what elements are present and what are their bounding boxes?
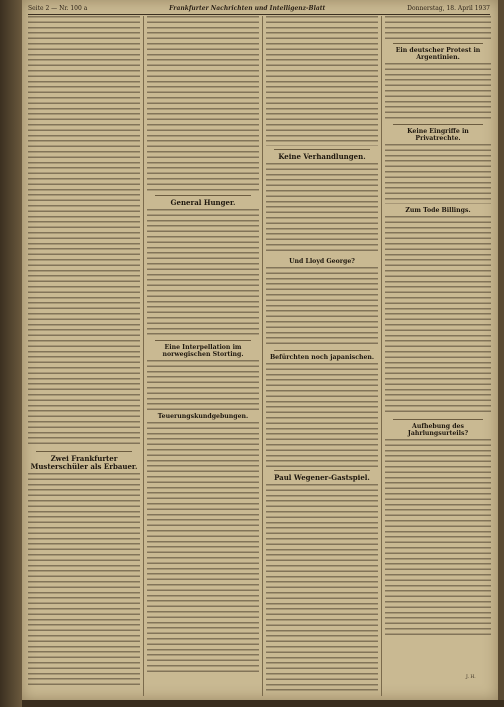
divider xyxy=(155,195,251,196)
article-headline: Befürchten noch japanischen. xyxy=(269,354,375,361)
binding-edge xyxy=(0,0,22,707)
article-text xyxy=(385,144,491,204)
article-text xyxy=(385,16,491,40)
divider xyxy=(274,350,370,351)
article-text xyxy=(28,473,140,689)
article-text xyxy=(385,439,491,635)
article-text xyxy=(147,360,259,410)
article-headline: Und Lloyd George? xyxy=(289,258,355,265)
article-headline: Zwei Frankfurter Musterschüler als Erbauer. xyxy=(30,454,138,471)
article-text xyxy=(266,267,378,347)
divider xyxy=(274,470,370,471)
article-text xyxy=(266,363,378,467)
article-text xyxy=(266,484,378,694)
column-2 xyxy=(147,16,259,696)
article-headline: Keine Eingriffe in Privatrechte. xyxy=(407,128,469,142)
article-headline: General Hunger. xyxy=(170,198,236,207)
header-date: Donnerstag, 18. April 1937 xyxy=(407,4,490,12)
article-text xyxy=(147,16,259,192)
column-3 xyxy=(266,16,378,696)
article-text xyxy=(385,216,491,416)
article-text xyxy=(385,63,491,121)
column-rule xyxy=(381,16,382,696)
divider xyxy=(155,340,251,341)
divider xyxy=(274,149,370,150)
article-text xyxy=(28,16,140,448)
article-headline: Ein deutscher Protest in Argentinien. xyxy=(395,47,481,61)
article-headline: Aufhebung des Jahrlungsurteils? xyxy=(407,423,469,437)
article-text xyxy=(266,16,378,146)
divider xyxy=(393,124,483,125)
article-text xyxy=(147,209,259,337)
article-text xyxy=(266,163,378,255)
column-rule xyxy=(262,16,263,696)
divider xyxy=(393,43,483,44)
divider xyxy=(36,451,132,452)
article-text xyxy=(147,422,259,672)
article-headline: Teuerungskundgebungen. xyxy=(157,413,249,420)
header-masthead: Frankfurter Nachrichten und Intelligenz-Blatt xyxy=(169,4,326,12)
article-headline: Keine Verhandlungen. xyxy=(278,152,366,161)
page-bottom-edge xyxy=(22,700,504,707)
column-1 xyxy=(28,16,140,696)
article-headline: Paul Wegener-Gastspiel. xyxy=(274,473,370,482)
divider xyxy=(393,419,483,420)
page-mark: J. H. xyxy=(466,675,476,680)
column-4 xyxy=(385,16,491,696)
column-rule xyxy=(143,16,144,696)
page-header xyxy=(28,2,490,15)
article-headline: Eine Interpellation im norwegischen Storting. xyxy=(162,344,244,358)
header-left: Seite 2 — Nr. 100 a xyxy=(28,4,88,12)
article-headline: Zum Tode Billings. xyxy=(405,207,471,214)
